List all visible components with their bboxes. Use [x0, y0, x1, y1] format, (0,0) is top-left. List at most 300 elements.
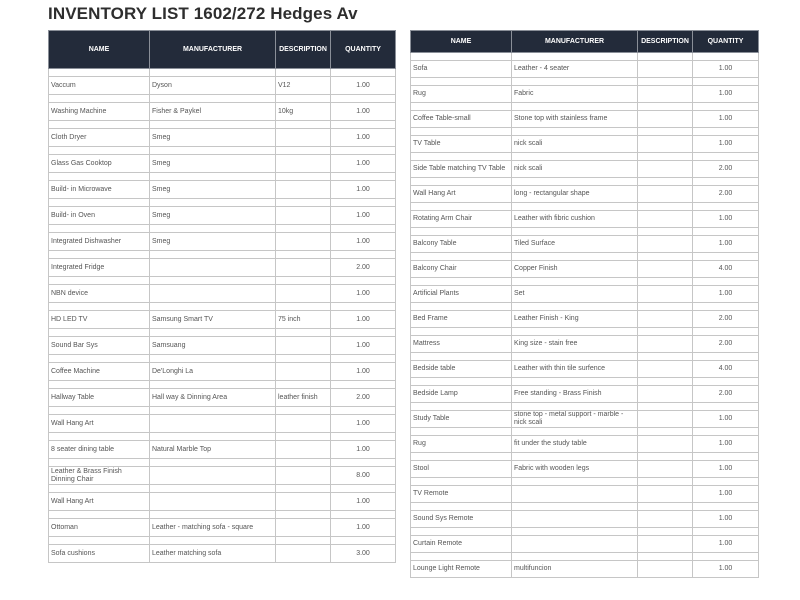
spacer-cell	[331, 69, 396, 77]
spacer-cell	[638, 528, 693, 536]
description-cell	[276, 233, 331, 251]
name-cell: HD LED TV	[49, 311, 150, 329]
name-cell: Side Table matching TV Table	[411, 161, 512, 178]
spacer-cell	[693, 403, 759, 411]
description-cell	[638, 461, 693, 478]
spacer-cell	[411, 528, 512, 536]
description-cell	[638, 286, 693, 303]
spacer-cell	[331, 173, 396, 181]
spacer-cell	[638, 278, 693, 286]
spacer-cell	[49, 511, 150, 519]
name-cell: Cloth Dryer	[49, 129, 150, 147]
spacer-cell	[150, 147, 276, 155]
quantity-cell: 2.00	[693, 386, 759, 403]
spacer-row	[411, 228, 759, 236]
description-cell	[638, 186, 693, 203]
spacer-cell	[638, 478, 693, 486]
description-cell: 75 inch	[276, 311, 331, 329]
table-row	[49, 259, 396, 277]
quantity-cell: 1.00	[331, 103, 396, 121]
description-cell	[638, 161, 693, 178]
manufacturer-cell: Set	[512, 286, 638, 303]
name-header: NAME	[411, 31, 512, 53]
quantity-cell: 1.00	[693, 286, 759, 303]
name-cell: Sound Sys Remote	[411, 511, 512, 528]
spacer-cell	[411, 153, 512, 161]
manufacturer-cell: Copper Finish	[512, 261, 638, 278]
table-row	[49, 389, 396, 407]
table-row	[411, 186, 759, 203]
spacer-cell	[331, 537, 396, 545]
quantity-cell: 1.00	[331, 285, 396, 303]
quantity-cell: 1.00	[331, 337, 396, 355]
table-row	[411, 86, 759, 103]
description-cell	[276, 441, 331, 459]
manufacturer-cell	[150, 467, 276, 485]
spacer-cell	[693, 228, 759, 236]
spacer-cell	[411, 228, 512, 236]
table-row	[49, 337, 396, 355]
quantity-cell: 1.00	[693, 61, 759, 78]
name-cell: Bed Frame	[411, 311, 512, 328]
quantity-cell: 2.00	[693, 311, 759, 328]
spacer-row	[49, 173, 396, 181]
name-cell: Wall Hang Art	[49, 415, 150, 433]
spacer-cell	[638, 353, 693, 361]
spacer-cell	[638, 228, 693, 236]
quantity-header: QUANTITY	[331, 31, 396, 69]
description-cell	[638, 261, 693, 278]
spacer-cell	[693, 353, 759, 361]
spacer-cell	[512, 103, 638, 111]
inventory-table-right	[410, 30, 759, 578]
quantity-cell: 1.00	[693, 561, 759, 578]
description-cell	[638, 61, 693, 78]
manufacturer-cell	[512, 511, 638, 528]
manufacturer-cell: Leather - 4 seater	[512, 61, 638, 78]
spacer-cell	[49, 69, 150, 77]
spacer-cell	[49, 173, 150, 181]
table-row	[411, 261, 759, 278]
table-row	[411, 336, 759, 353]
spacer-cell	[411, 53, 512, 61]
spacer-cell	[512, 203, 638, 211]
manufacturer-cell	[150, 493, 276, 511]
spacer-cell	[331, 329, 396, 337]
spacer-row	[411, 53, 759, 61]
spacer-cell	[411, 478, 512, 486]
table-row	[411, 386, 759, 403]
spacer-row	[411, 203, 759, 211]
spacer-row	[49, 407, 396, 415]
description-cell	[276, 363, 331, 381]
description-cell	[276, 181, 331, 199]
quantity-cell: 2.00	[693, 336, 759, 353]
name-cell: Study Table	[411, 411, 512, 428]
table-row	[411, 136, 759, 153]
spacer-row	[411, 503, 759, 511]
spacer-cell	[693, 78, 759, 86]
spacer-cell	[276, 199, 331, 207]
quantity-cell: 1.00	[693, 486, 759, 503]
manufacturer-cell: Fisher & Paykel	[150, 103, 276, 121]
quantity-cell: 2.00	[693, 186, 759, 203]
name-cell: Coffee Table-small	[411, 111, 512, 128]
spacer-cell	[512, 478, 638, 486]
manufacturer-cell: Leather Finish - King	[512, 311, 638, 328]
manufacturer-cell: Smeg	[150, 155, 276, 173]
spacer-row	[411, 278, 759, 286]
description-cell	[276, 207, 331, 225]
description-cell	[638, 311, 693, 328]
table-row	[49, 311, 396, 329]
quantity-cell: 1.00	[693, 236, 759, 253]
spacer-cell	[331, 407, 396, 415]
spacer-cell	[411, 378, 512, 386]
quantity-cell: 1.00	[331, 363, 396, 381]
manufacturer-cell: Fabric	[512, 86, 638, 103]
spacer-row	[49, 459, 396, 467]
table-row	[49, 493, 396, 511]
spacer-cell	[49, 95, 150, 103]
spacer-cell	[693, 328, 759, 336]
spacer-cell	[512, 378, 638, 386]
spacer-cell	[411, 303, 512, 311]
table-row	[411, 61, 759, 78]
description-cell	[638, 386, 693, 403]
manufacturer-cell	[150, 415, 276, 433]
spacer-cell	[276, 485, 331, 493]
manufacturer-cell	[512, 486, 638, 503]
spacer-cell	[331, 251, 396, 259]
spacer-cell	[512, 228, 638, 236]
spacer-cell	[150, 303, 276, 311]
quantity-header: QUANTITY	[693, 31, 759, 53]
spacer-cell	[693, 178, 759, 186]
description-cell	[638, 436, 693, 453]
spacer-cell	[693, 53, 759, 61]
spacer-cell	[276, 511, 331, 519]
spacer-cell	[150, 251, 276, 259]
quantity-cell: 1.00	[331, 311, 396, 329]
quantity-cell: 1.00	[693, 411, 759, 428]
spacer-cell	[512, 528, 638, 536]
spacer-cell	[512, 128, 638, 136]
name-cell: Hallway Table	[49, 389, 150, 407]
spacer-row	[49, 95, 396, 103]
name-cell: Stool	[411, 461, 512, 478]
spacer-row	[49, 329, 396, 337]
description-cell	[276, 415, 331, 433]
quantity-cell: 4.00	[693, 261, 759, 278]
spacer-row	[49, 225, 396, 233]
spacer-row	[411, 453, 759, 461]
table-row	[411, 361, 759, 378]
table-row	[49, 519, 396, 537]
manufacturer-cell: Leather with thin tile surfence	[512, 361, 638, 378]
quantity-cell: 2.00	[331, 389, 396, 407]
spacer-cell	[49, 225, 150, 233]
name-cell: Mattress	[411, 336, 512, 353]
spacer-cell	[276, 95, 331, 103]
spacer-row	[49, 381, 396, 389]
manufacturer-cell: Samsung Smart TV	[150, 311, 276, 329]
spacer-cell	[49, 329, 150, 337]
table-row	[49, 129, 396, 147]
name-cell: Sofa cushions	[49, 545, 150, 563]
spacer-cell	[512, 153, 638, 161]
spacer-cell	[638, 303, 693, 311]
spacer-cell	[638, 203, 693, 211]
table-row	[49, 207, 396, 225]
table-row	[49, 467, 396, 485]
manufacturer-cell: Stone top with stainless frame	[512, 111, 638, 128]
description-cell	[276, 337, 331, 355]
quantity-cell: 1.00	[693, 136, 759, 153]
table-row	[411, 511, 759, 528]
spacer-cell	[693, 478, 759, 486]
spacer-row	[411, 428, 759, 436]
quantity-cell: 1.00	[693, 536, 759, 553]
spacer-row	[49, 277, 396, 285]
table-row	[411, 536, 759, 553]
spacer-row	[411, 128, 759, 136]
description-cell: leather finish	[276, 389, 331, 407]
manufacturer-cell: Fabric with wooden legs	[512, 461, 638, 478]
quantity-cell: 1.00	[693, 461, 759, 478]
spacer-cell	[638, 328, 693, 336]
table-row	[411, 111, 759, 128]
name-cell: Artificial Plants	[411, 286, 512, 303]
spacer-cell	[331, 95, 396, 103]
spacer-cell	[150, 173, 276, 181]
spacer-cell	[276, 251, 331, 259]
quantity-cell: 1.00	[331, 181, 396, 199]
header-row	[49, 31, 396, 69]
spacer-row	[411, 353, 759, 361]
table-row	[49, 181, 396, 199]
manufacturer-cell	[150, 285, 276, 303]
quantity-cell: 2.00	[331, 259, 396, 277]
quantity-cell: 1.00	[693, 511, 759, 528]
spacer-cell	[49, 147, 150, 155]
spacer-cell	[638, 128, 693, 136]
spacer-cell	[512, 78, 638, 86]
inventory-table-left	[48, 30, 396, 563]
name-cell: Bedside table	[411, 361, 512, 378]
description-cell	[638, 411, 693, 428]
spacer-row	[411, 103, 759, 111]
spacer-cell	[512, 328, 638, 336]
spacer-row	[49, 69, 396, 77]
description-cell	[638, 511, 693, 528]
spacer-cell	[276, 69, 331, 77]
name-cell: Balcony Chair	[411, 261, 512, 278]
table-row	[411, 211, 759, 228]
spacer-cell	[638, 103, 693, 111]
name-cell: Washing Machine	[49, 103, 150, 121]
spacer-cell	[411, 128, 512, 136]
manufacturer-cell: multifuncion	[512, 561, 638, 578]
table-row	[411, 561, 759, 578]
spacer-cell	[276, 355, 331, 363]
spacer-row	[411, 303, 759, 311]
spacer-cell	[276, 225, 331, 233]
table-row	[411, 311, 759, 328]
table-row	[49, 285, 396, 303]
description-cell	[638, 361, 693, 378]
spacer-cell	[276, 381, 331, 389]
spacer-row	[411, 528, 759, 536]
spacer-cell	[693, 553, 759, 561]
name-cell: Coffee Machine	[49, 363, 150, 381]
spacer-cell	[331, 433, 396, 441]
name-cell: Sofa	[411, 61, 512, 78]
spacer-cell	[411, 503, 512, 511]
spacer-cell	[512, 53, 638, 61]
spacer-cell	[693, 253, 759, 261]
spacer-cell	[276, 147, 331, 155]
quantity-cell: 1.00	[331, 77, 396, 95]
spacer-cell	[638, 178, 693, 186]
header-row	[411, 31, 759, 53]
spacer-cell	[411, 403, 512, 411]
spacer-cell	[693, 428, 759, 436]
manufacturer-cell	[150, 259, 276, 277]
spacer-cell	[49, 459, 150, 467]
spacer-cell	[150, 121, 276, 129]
description-cell	[276, 129, 331, 147]
spacer-cell	[150, 381, 276, 389]
description-cell: V12	[276, 77, 331, 95]
spacer-cell	[276, 433, 331, 441]
description-cell	[638, 486, 693, 503]
spacer-cell	[49, 251, 150, 259]
spacer-cell	[411, 78, 512, 86]
spacer-cell	[150, 433, 276, 441]
spacer-cell	[693, 503, 759, 511]
spacer-cell	[150, 95, 276, 103]
quantity-cell: 1.00	[331, 207, 396, 225]
manufacturer-cell: fit under the study table	[512, 436, 638, 453]
name-cell: Curtain Remote	[411, 536, 512, 553]
manufacturer-cell: nick scali	[512, 161, 638, 178]
spacer-cell	[512, 178, 638, 186]
spacer-row	[49, 433, 396, 441]
spacer-cell	[276, 173, 331, 181]
spacer-cell	[150, 199, 276, 207]
description-cell	[638, 86, 693, 103]
spacer-cell	[331, 277, 396, 285]
manufacturer-cell	[512, 536, 638, 553]
spacer-row	[411, 478, 759, 486]
spacer-cell	[693, 303, 759, 311]
spacer-cell	[150, 69, 276, 77]
manufacturer-cell: Smeg	[150, 207, 276, 225]
spacer-cell	[411, 553, 512, 561]
description-cell	[276, 259, 331, 277]
name-cell: Wall Hang Art	[411, 186, 512, 203]
manufacturer-cell: long - rectangular shape	[512, 186, 638, 203]
name-cell: Glass Gas Cooktop	[49, 155, 150, 173]
spacer-row	[49, 537, 396, 545]
description-cell	[276, 285, 331, 303]
description-cell	[276, 545, 331, 563]
name-cell: Vaccum	[49, 77, 150, 95]
description-cell	[638, 236, 693, 253]
spacer-cell	[638, 453, 693, 461]
spacer-row	[49, 511, 396, 519]
spacer-cell	[276, 121, 331, 129]
spacer-row	[411, 553, 759, 561]
spacer-row	[411, 328, 759, 336]
spacer-cell	[331, 303, 396, 311]
spacer-cell	[49, 433, 150, 441]
quantity-cell: 1.00	[693, 86, 759, 103]
spacer-cell	[638, 503, 693, 511]
spacer-cell	[512, 278, 638, 286]
spacer-cell	[49, 407, 150, 415]
quantity-cell: 2.00	[693, 161, 759, 178]
name-cell: Build- in Microwave	[49, 181, 150, 199]
spacer-cell	[49, 355, 150, 363]
description-cell	[276, 467, 331, 485]
description-cell	[638, 111, 693, 128]
spacer-cell	[411, 278, 512, 286]
manufacturer-cell: Leather with fibric cushion	[512, 211, 638, 228]
spacer-cell	[411, 328, 512, 336]
manufacturer-cell: Natural Marble Top	[150, 441, 276, 459]
name-cell: Build- in Oven	[49, 207, 150, 225]
table-row	[411, 161, 759, 178]
spacer-cell	[49, 277, 150, 285]
manufacturer-cell: Leather - matching sofa - square	[150, 519, 276, 537]
spacer-cell	[411, 203, 512, 211]
quantity-cell: 1.00	[693, 211, 759, 228]
spacer-cell	[638, 553, 693, 561]
spacer-cell	[693, 528, 759, 536]
manufacturer-cell: De'Longhi La	[150, 363, 276, 381]
quantity-cell: 3.00	[331, 545, 396, 563]
spacer-cell	[276, 459, 331, 467]
spacer-cell	[331, 199, 396, 207]
spacer-cell	[331, 485, 396, 493]
spacer-row	[411, 253, 759, 261]
manufacturer-cell: Dyson	[150, 77, 276, 95]
spacer-row	[49, 355, 396, 363]
spacer-cell	[150, 407, 276, 415]
table-row	[411, 236, 759, 253]
spacer-cell	[693, 278, 759, 286]
quantity-cell: 4.00	[693, 361, 759, 378]
description-cell: 10kg	[276, 103, 331, 121]
name-cell: Balcony Table	[411, 236, 512, 253]
description-cell	[638, 561, 693, 578]
spacer-cell	[512, 403, 638, 411]
quantity-cell: 1.00	[693, 436, 759, 453]
spacer-cell	[150, 511, 276, 519]
manufacturer-cell: Leather matching sofa	[150, 545, 276, 563]
spacer-cell	[276, 407, 331, 415]
name-cell: Sound Bar Sys	[49, 337, 150, 355]
table-row	[411, 461, 759, 478]
spacer-row	[49, 147, 396, 155]
spacer-cell	[693, 153, 759, 161]
manufacturer-header: MANUFACTURER	[512, 31, 638, 53]
description-cell	[638, 136, 693, 153]
description-cell	[276, 519, 331, 537]
table-row	[49, 155, 396, 173]
